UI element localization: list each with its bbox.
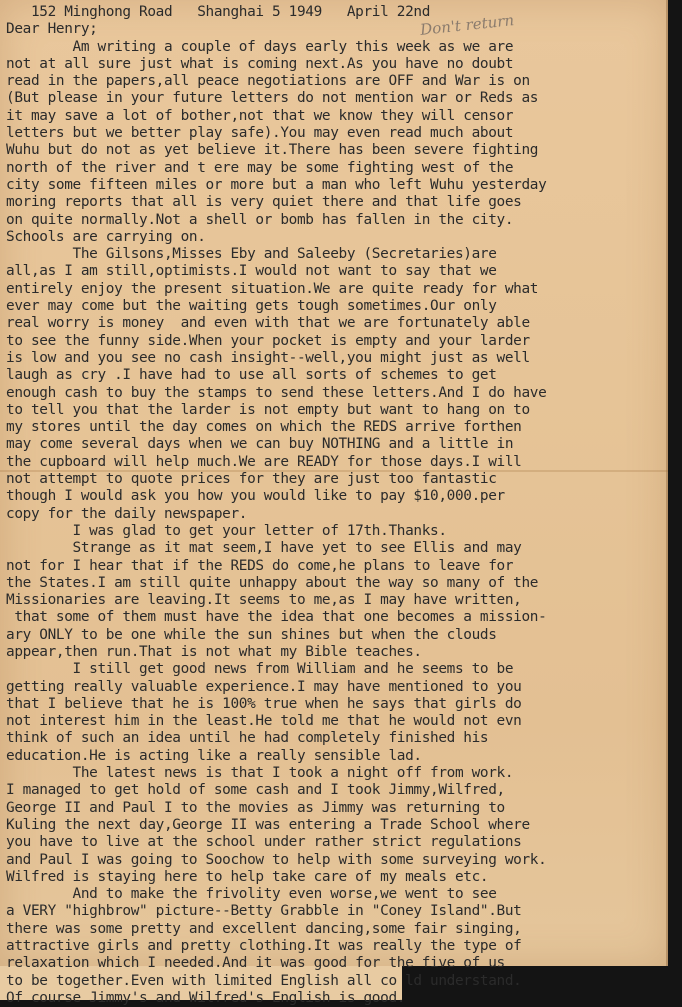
letter-line: there was some pretty and excellent dancing,some fair singing, xyxy=(6,920,522,937)
letter-line: it may save a lot of bother,not that we know they will censor xyxy=(6,107,514,124)
letter-line: though I would ask you how you would like to pay $10,000.per xyxy=(6,488,505,505)
letter-line: entirely enjoy the present situation.We are quite ready for what xyxy=(6,280,539,297)
letter-line: Am writing a couple of days early this week as we are xyxy=(6,38,514,55)
letter-line: ary ONLY to be one while the sun shines but when the clouds xyxy=(6,626,497,643)
letter-line: Kuling the next day,George II was entering a Trade School where xyxy=(6,816,530,833)
letter-line: ever may come but the waiting gets tough sometimes.Our only xyxy=(6,298,497,315)
letter-line: city some fifteen miles or more but a man who left Wuhu yesterday xyxy=(6,176,547,193)
letter-line: George II and Paul I to the movies as Jimmy was returning to xyxy=(6,799,505,816)
letter-line: think of such an idea until he had completely finished his xyxy=(6,730,489,747)
letter-line: that I believe that he is 100% true when he says that girls do xyxy=(6,695,522,712)
letter-line: Wuhu but do not as yet believe it.There has been severe fighting xyxy=(6,142,539,159)
letter-line: and Paul I was going to Soochow to help with some surveying work. xyxy=(6,851,547,868)
letter-line: the States.I am still quite unhappy about the way so many of the xyxy=(6,574,539,591)
letter-line: to see the funny side.When your pocket is empty and your larder xyxy=(6,332,530,349)
letter-line: appear,then run.That is not what my Bible teaches. xyxy=(6,643,422,660)
letter-line: Wilfred is staying here to help take care of my meals etc. xyxy=(6,868,489,885)
letter-line: Strange as it mat seem,I have yet to see Ellis and may xyxy=(6,540,522,557)
letter-line: not attempt to quote prices for they are just too fantastic xyxy=(6,471,497,488)
letter-line: I managed to get hold of some cash and I took Jimmy,Wilfred, xyxy=(6,782,505,799)
letter-line: the cupboard will help much.We are READY for those days.I will xyxy=(6,453,522,470)
letter-line: I was glad to get your letter of 17th.Thanks. xyxy=(6,522,447,539)
letter-line: real worry is money and even with that we are fortunately able xyxy=(6,315,530,332)
letter-line: I still get good news from William and he seems to be xyxy=(6,661,514,678)
letter-body xyxy=(6,4,670,1007)
letter-line: relaxation which I needed.And it was good for the five of us xyxy=(6,955,505,972)
letter-line: not at all sure just what is coming next.As you have no doubt xyxy=(6,55,514,72)
letter-line: north of the river and t ere may be some fighting west of the xyxy=(6,159,514,176)
letter-line: a VERY "highbrow" picture--Betty Grabble in "Coney Island".But xyxy=(6,903,522,920)
letter-line: may come several days when we can buy NOTHING and a little in xyxy=(6,436,514,453)
letter-line: getting really valuable experience.I may have mentioned to you xyxy=(6,678,522,695)
letter-line: The Gilsons,Misses Eby and Saleeby (Secretaries)are xyxy=(6,246,497,263)
letter-salutation: Dear Henry; xyxy=(6,21,98,38)
letter-line: enough cash to buy the stamps to send these letters.And I do have xyxy=(6,384,547,401)
letter-line: all,as I am still,optimists.I would not want to say that we xyxy=(6,263,497,280)
letter-line: to tell you that the larder is not empty but want to hang on to xyxy=(6,401,530,418)
letter-line: Missionaries are leaving.It seems to me,as I may have written, xyxy=(6,592,522,609)
letter-line: moring reports that all is very quiet there and that life goes xyxy=(6,194,522,211)
letter-line: my stores until the day comes on which the REDS arrive forthen xyxy=(6,419,522,436)
letter-line: (But please in your future letters do not mention war or Reds as xyxy=(6,90,539,107)
letter-line: And to make the frivolity even worse,we went to see xyxy=(6,886,497,903)
letter-line: laugh as cry .I have had to use all sorts of schemes to get xyxy=(6,367,497,384)
letter-line: to be together.Even with limited English all co ld understand. xyxy=(6,972,522,989)
letter-line: copy for the daily newspaper. xyxy=(6,505,248,522)
letter-line: Schools are carrying on. xyxy=(6,228,206,245)
handwritten-annotation: Don't return xyxy=(419,11,515,39)
letter-line: attractive girls and pretty clothing.It was really the type of xyxy=(6,938,522,955)
letter-line: Of course Jimmy's and Wilfred's English is good. xyxy=(6,989,406,1006)
letter-line: education.He is acting like a really sensible lad. xyxy=(6,747,422,764)
letter-line: you have to live at the school under rather strict regulations xyxy=(6,834,522,851)
letter-line: letters but we better play safe).You may even read much about xyxy=(6,125,514,142)
letter-line: The latest news is that I took a night off from work. xyxy=(6,765,514,782)
letter-line: not for I hear that if the REDS do come,he plans to leave for xyxy=(6,557,514,574)
letter-line: read in the papers,all peace negotiations are OFF and War is on xyxy=(6,73,530,90)
letter-line: that some of them must have the idea that one becomes a mission- xyxy=(6,609,547,626)
letter-line: on quite normally.Not a shell or bomb has fallen in the city. xyxy=(6,211,514,228)
letter-heading: 152 Minghong Road Shanghai 5 1949 April 22nd xyxy=(6,4,431,20)
letter-line: not interest him in the least.He told me that he would not evn xyxy=(6,713,522,730)
letter-line: is low and you see no cash insight--well,you might just as well xyxy=(6,349,530,366)
